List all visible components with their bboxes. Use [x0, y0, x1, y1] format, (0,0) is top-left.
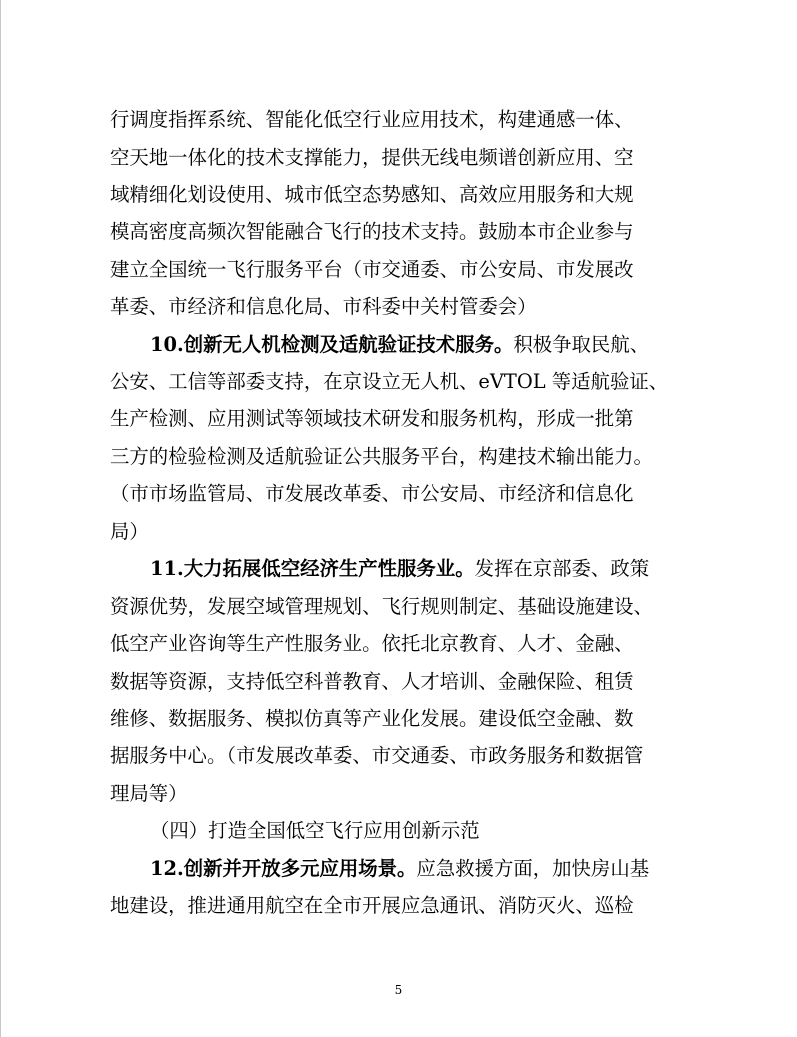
- item-10-heading-line: 10.创新无人机检测及适航验证技术服务。积极争取民航、: [150, 333, 650, 356]
- item-10-heading: 10.创新无人机检测及适航验证技术服务。: [150, 333, 514, 356]
- text-line: 数据等资源，支持低空科普教育、人才培训、金融保险、租赁: [110, 670, 634, 693]
- item-11-heading: 11.大力拓展低空经济生产性服务业。: [150, 557, 475, 580]
- item-12-heading: 12.创新并开放多元应用场景。: [150, 857, 417, 880]
- text-line: 革委、市经济和信息化局、市科委中关村管委会）: [110, 295, 537, 318]
- text-line: 生产检测、应用测试等领域技术研发和服务机构，形成一批第: [110, 407, 634, 430]
- text-line: 资源优势，发展空域管理规划、飞行规则制定、基础设施建设、: [110, 595, 653, 618]
- item-12-heading-line: 12.创新并开放多元应用场景。应急救援方面，加快房山基: [150, 857, 650, 880]
- text-line: 据服务中心。（市发展改革委、市交通委、市政务服务和数据管: [110, 744, 644, 767]
- text-line: 低空产业咨询等生产性服务业。依托北京教育、人才、金融、: [110, 632, 634, 655]
- text-line: （市市场监管局、市发展改革委、市公安局、市经济和信息化: [110, 482, 634, 505]
- section-four-heading: （四）打造全国低空飞行应用创新示范: [150, 819, 480, 842]
- text-line: 维修、数据服务、模拟仿真等产业化发展。建设低空金融、数: [110, 707, 634, 730]
- item-11-heading-line: 11.大力拓展低空经济生产性服务业。发挥在京部委、政策: [150, 557, 650, 580]
- text-line: 空天地一体化的技术支撑能力，提供无线电频谱创新应用、空: [110, 146, 634, 169]
- text-line: 三方的检验检测及适航验证公共服务平台，构建技术输出能力。: [110, 445, 653, 468]
- text-line: 局）: [110, 520, 149, 543]
- left-edge-line: [0, 0, 1, 1037]
- text-line: 地建设，推进通用航空在全市开展应急通讯、消防灭火、巡检: [110, 894, 634, 917]
- text-line: 理局等）: [110, 782, 188, 805]
- text-line: 行调度指挥系统、智能化低空行业应用技术，构建通感一体、: [110, 108, 634, 131]
- text-line: 域精细化划设使用、城市低空态势感知、高效应用服务和大规: [110, 183, 634, 206]
- page-number: 5: [394, 983, 403, 997]
- text-line: 公安、工信等部委支持，在京设立无人机、eVTOL 等适航验证、: [110, 370, 669, 393]
- text-line: 建立全国统一飞行服务平台（市交通委、市公安局、市发展改: [110, 258, 634, 281]
- text-line: 模高密度高频次智能融合飞行的技术支持。鼓励本市企业参与: [110, 220, 634, 243]
